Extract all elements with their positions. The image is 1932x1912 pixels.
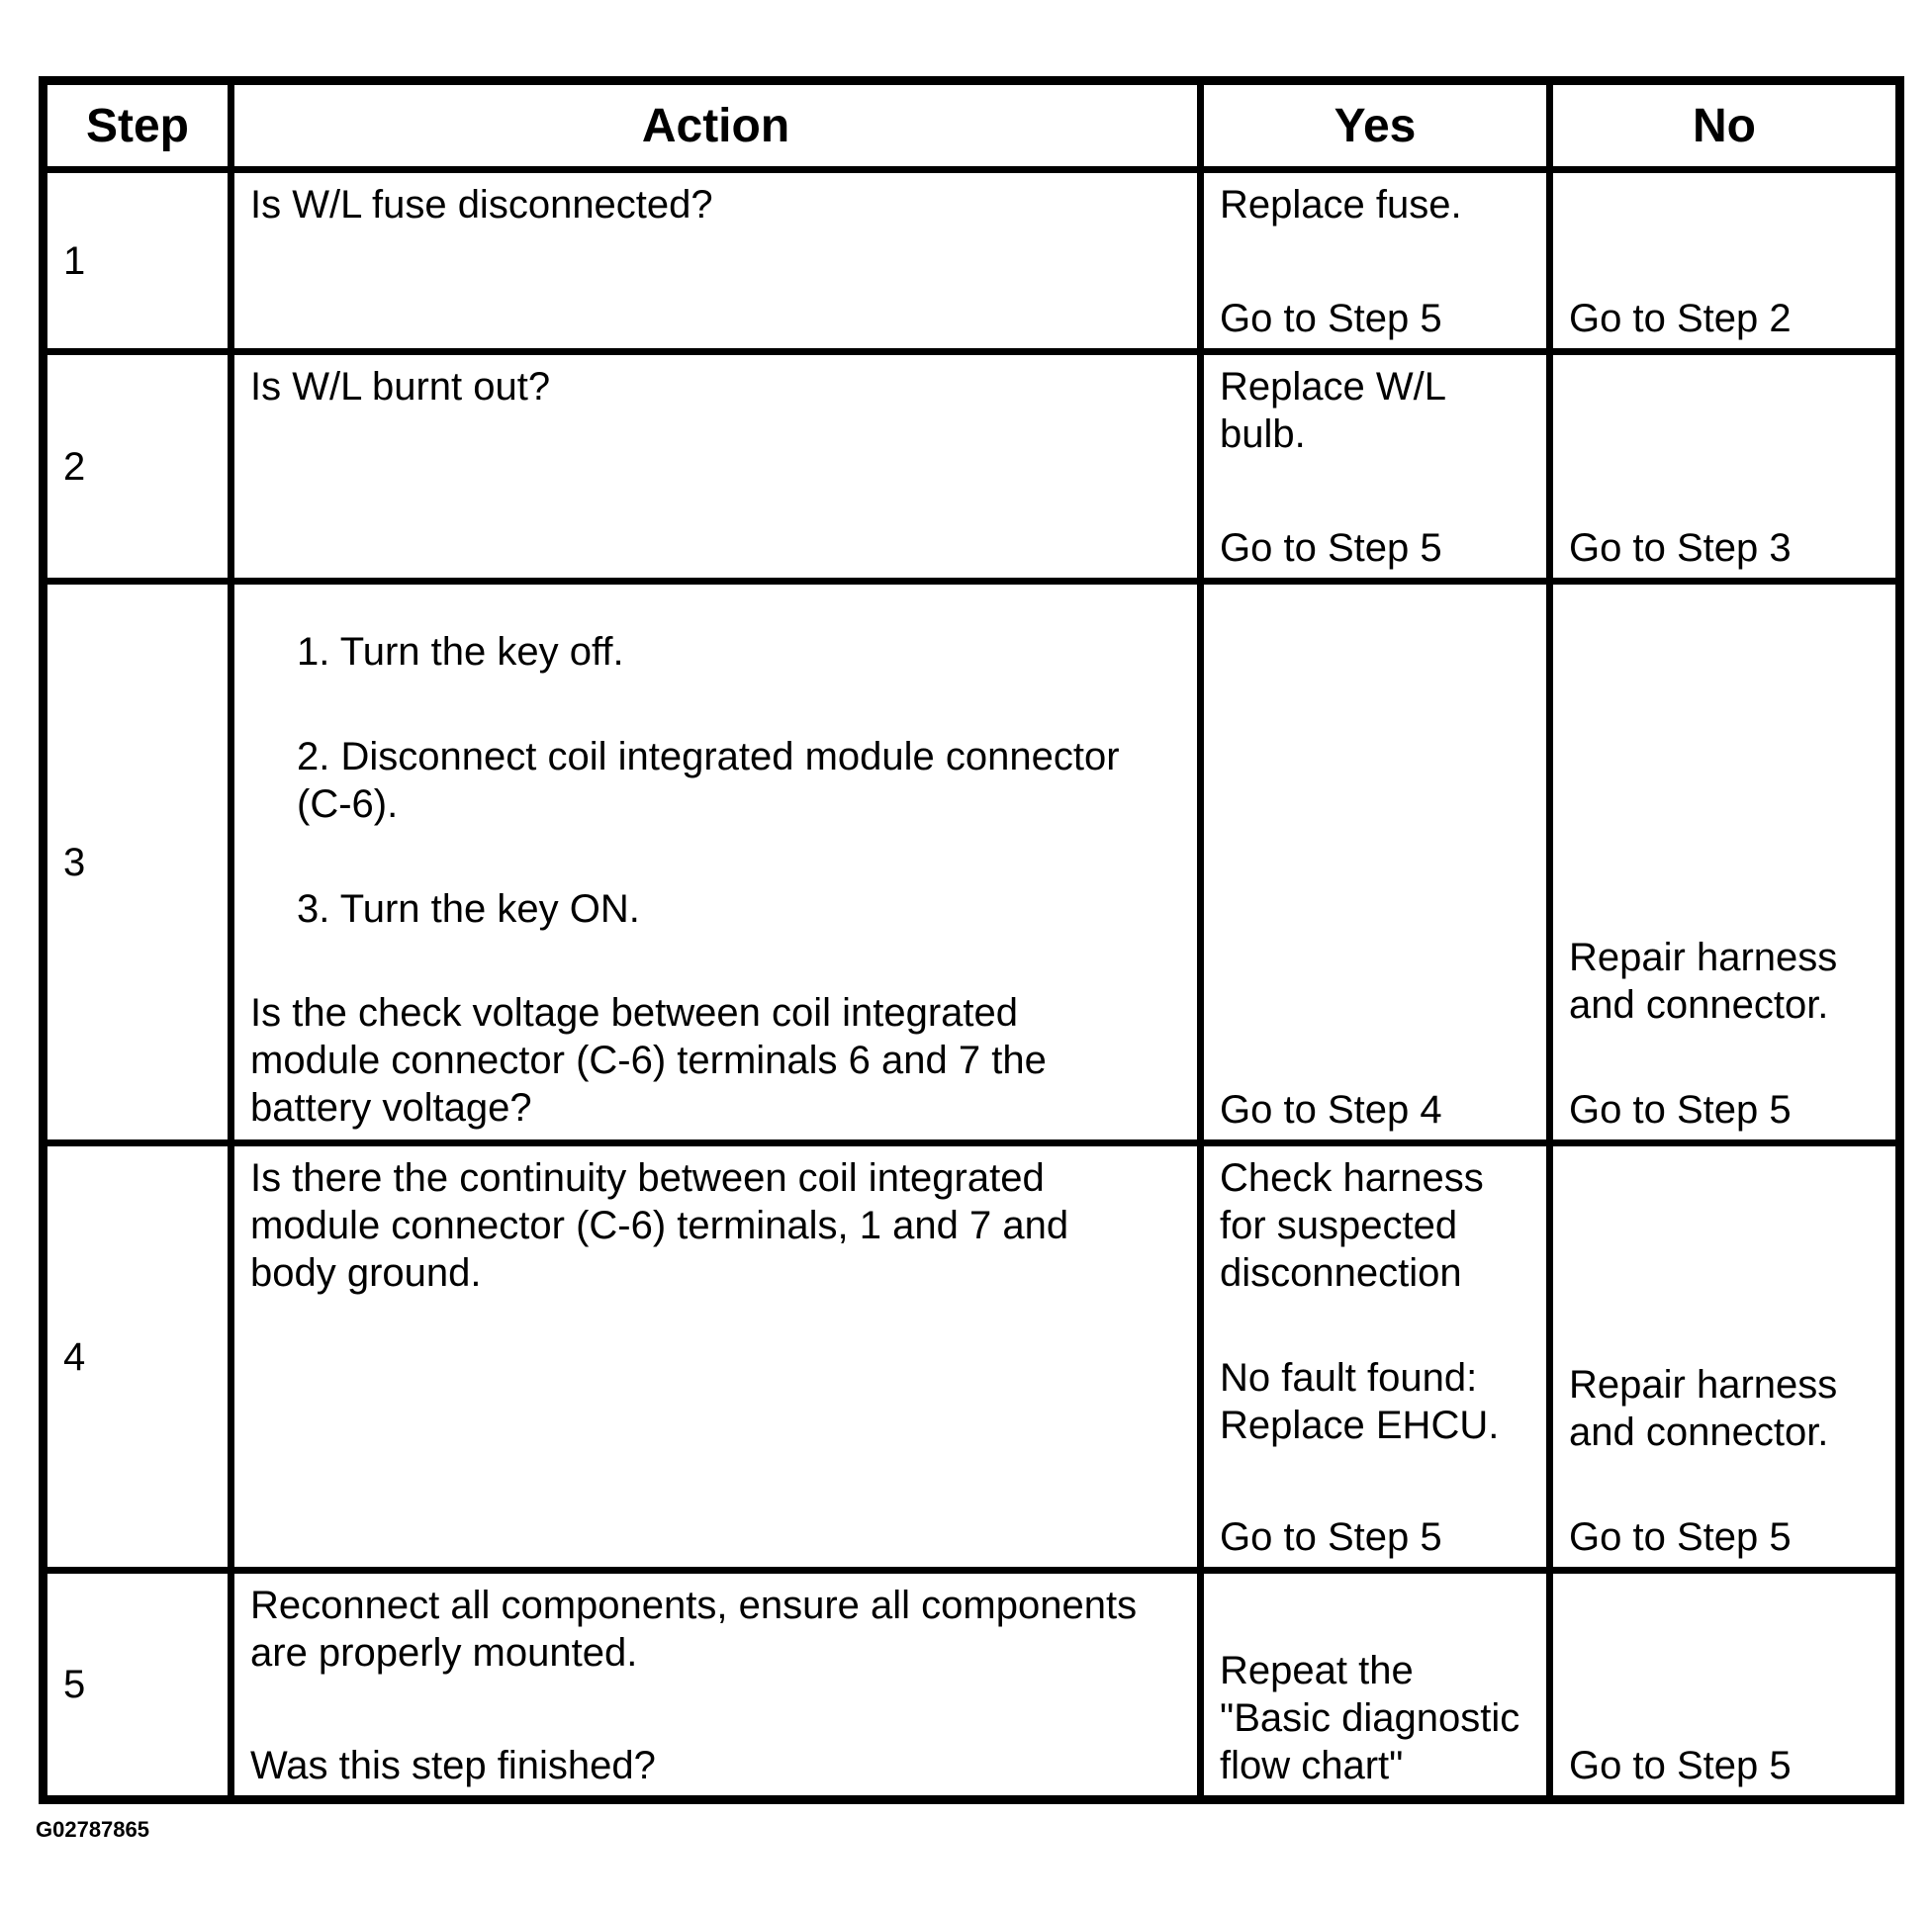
yes-note-line: bulb. — [1220, 412, 1306, 456]
yes-note-line: disconnection — [1220, 1251, 1462, 1295]
table-row — [44, 352, 1900, 582]
yes-note-line: "Basic diagnostic — [1220, 1696, 1520, 1740]
action-cell — [231, 352, 1201, 582]
action-cell — [231, 170, 1201, 352]
yes-goto: Go to Step 4 — [1220, 1088, 1442, 1132]
action-cell — [231, 1571, 1201, 1800]
no-cell — [1550, 170, 1900, 352]
header-step: Step — [44, 81, 231, 170]
diagnostic-table — [39, 76, 1904, 1804]
step-number: 4 — [44, 1143, 231, 1571]
no-note-block — [1569, 1361, 1887, 1561]
yes-cell — [1201, 1571, 1550, 1800]
yes-cell — [1201, 170, 1550, 352]
no-note-line: and connector. — [1569, 1411, 1829, 1454]
no-goto: Go to Step 5 — [1569, 1088, 1792, 1132]
no-note-line: and connector. — [1569, 983, 1829, 1027]
action-text: Is W/L burnt out? — [250, 365, 551, 409]
step-number: 3 — [44, 582, 231, 1143]
table-row — [44, 582, 1900, 1143]
table-row — [44, 170, 1900, 352]
action-line: Is there the continuity between coil integrated — [250, 1156, 1045, 1200]
action-line: Reconnect all components, ensure all components — [250, 1584, 1138, 1627]
yes-note-line: flow chart" — [1220, 1744, 1404, 1787]
yes-goto: Go to Step 5 — [1220, 526, 1442, 570]
yes-cell — [1201, 1143, 1550, 1571]
yes-note: Replace fuse. — [1220, 183, 1462, 227]
yes-note-line: for suspected — [1220, 1204, 1458, 1247]
question-line: module connector (C-6) terminals 6 and 7 the — [250, 1039, 1047, 1082]
no-cell — [1550, 1143, 1900, 1571]
yes-note-line: Repeat the — [1220, 1649, 1414, 1692]
action-cell — [231, 1143, 1201, 1571]
table-row — [44, 1143, 1900, 1571]
no-note-block — [1569, 934, 1887, 1134]
instruction-item: (C-6). — [297, 782, 399, 826]
question-line: battery voltage? — [250, 1086, 532, 1130]
step-number: 5 — [44, 1571, 231, 1800]
yes-goto: Go to Step 5 — [1220, 1515, 1442, 1559]
yes-note-line: Check harness — [1220, 1156, 1484, 1200]
figure-code: G02787865 — [36, 1817, 149, 1842]
yes-note-line: No fault found: — [1220, 1356, 1478, 1400]
instruction-item: 1. Turn the key off. — [297, 630, 624, 674]
no-goto: Go to Step 5 — [1569, 1744, 1792, 1787]
yes-note-block — [1220, 1647, 1538, 1789]
table-row — [44, 1571, 1900, 1800]
no-goto: Go to Step 3 — [1569, 526, 1792, 570]
action-text: Is W/L fuse disconnected? — [250, 183, 713, 227]
yes-goto: Go to Step 5 — [1220, 297, 1442, 340]
instruction-item: 3. Turn the key ON. — [297, 887, 640, 931]
header-yes: Yes — [1201, 81, 1550, 170]
no-cell — [1550, 352, 1900, 582]
yes-note-line: Replace EHCU. — [1220, 1404, 1500, 1447]
no-goto: Go to Step 2 — [1569, 297, 1792, 340]
step-number: 2 — [44, 352, 231, 582]
header-action: Action — [231, 81, 1201, 170]
question-line: Is the check voltage between coil integrated — [250, 991, 1019, 1035]
action-line: are properly mounted. — [250, 1631, 638, 1675]
yes-cell — [1201, 352, 1550, 582]
no-note-line: Repair harness — [1569, 1363, 1838, 1407]
action-line: body ground. — [250, 1251, 482, 1295]
step-number: 1 — [44, 170, 231, 352]
no-goto: Go to Step 5 — [1569, 1515, 1792, 1559]
no-cell — [1550, 582, 1900, 1143]
header-no: No — [1550, 81, 1900, 170]
no-note-line: Repair harness — [1569, 936, 1838, 979]
question-line: Was this step finished? — [250, 1744, 656, 1787]
instruction-item: 2. Disconnect coil integrated module connector — [297, 735, 1120, 778]
action-line: module connector (C-6) terminals, 1 and 7 and — [250, 1204, 1069, 1247]
header-row — [44, 81, 1900, 170]
action-cell — [231, 582, 1201, 1143]
yes-note-line: Replace W/L — [1220, 365, 1446, 409]
yes-cell — [1201, 582, 1550, 1143]
no-cell — [1550, 1571, 1900, 1800]
